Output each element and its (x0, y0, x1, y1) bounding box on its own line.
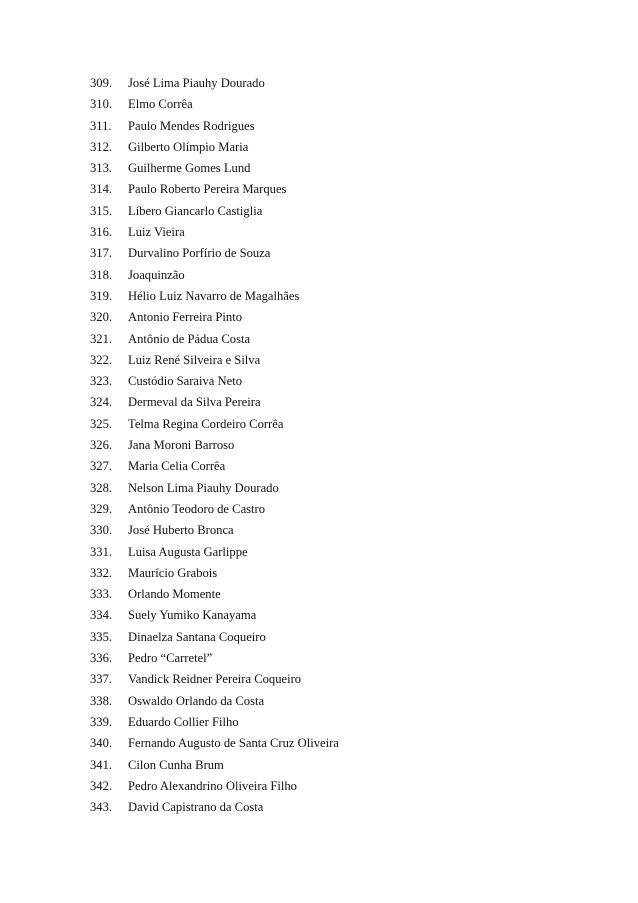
person-name: Fernando Augusto de Santa Cruz Oliveira (128, 736, 339, 751)
list-item (90, 329, 339, 350)
list-item (90, 456, 339, 477)
list-item (90, 520, 339, 541)
list-item (90, 179, 339, 200)
list-item (90, 286, 339, 307)
list-item (90, 478, 339, 499)
item-number: 341. (90, 757, 113, 772)
person-name: Cilon Cunha Brum (128, 757, 224, 772)
list-item (90, 222, 339, 243)
person-name: Guilherme Gomes Lund (128, 161, 251, 176)
item-number: 312. (90, 139, 113, 154)
item-number: 339. (90, 714, 113, 729)
person-name: Oswaldo Orlando da Costa (128, 693, 265, 708)
person-name: Luiz René Silveira e Silva (128, 352, 261, 367)
person-name: Antônio Teodoro de Castro (128, 501, 266, 516)
item-number: 336. (90, 651, 113, 666)
person-name: Vandick Reidner Pereira Coqueiro (128, 672, 302, 687)
list-item (90, 307, 339, 328)
item-number: 333. (90, 587, 113, 602)
item-number: 326. (90, 438, 113, 453)
person-name: David Capistrano da Costa (128, 800, 264, 815)
list-item (90, 627, 339, 648)
list-item (90, 584, 339, 605)
list-item (90, 201, 339, 222)
item-number: 316. (90, 225, 113, 240)
item-number: 331. (90, 544, 113, 559)
person-name: Antônio de Pádua Costa (128, 331, 251, 346)
person-name: Líbero Giancarlo Castiglia (128, 203, 263, 218)
list-item (90, 755, 339, 776)
person-name: Custódio Saraiva Neto (128, 374, 243, 389)
item-number: 322. (90, 352, 113, 367)
person-name: Paulo Roberto Pereira Marques (128, 182, 287, 197)
list-item (90, 392, 339, 413)
person-name: Gilberto Olímpio Maria (128, 139, 249, 154)
item-number: 343. (90, 800, 113, 815)
item-number: 330. (90, 523, 113, 538)
item-number: 311. (90, 118, 112, 133)
person-name: Orlando Momente (128, 587, 221, 602)
item-number: 328. (90, 480, 113, 495)
item-number: 323. (90, 374, 113, 389)
list-item (90, 733, 339, 754)
person-name: José Lima Piauhy Dourado (128, 76, 265, 90)
item-number: 313. (90, 161, 113, 176)
item-number: 325. (90, 416, 113, 431)
list-item (90, 563, 339, 584)
item-number: 314. (90, 182, 113, 197)
person-name: Jana Moroni Barroso (128, 438, 235, 453)
item-number: 315. (90, 203, 113, 218)
list-item (90, 542, 339, 563)
list-item (90, 712, 339, 733)
item-number: 319. (90, 288, 113, 303)
person-name: Maria Celia Corrêa (128, 459, 226, 474)
item-number: 332. (90, 565, 113, 580)
item-number: 340. (90, 736, 113, 751)
list-item (90, 116, 339, 137)
person-name: Telma Regina Cordeiro Corrêa (128, 416, 284, 431)
person-name: Eduardo Collier Filho (128, 714, 239, 729)
list-item (90, 243, 339, 264)
item-number: 335. (90, 629, 113, 644)
person-name: Luisa Augusta Garlippe (128, 544, 248, 559)
person-name: Luiz Vieira (128, 225, 185, 240)
item-number: 334. (90, 608, 113, 623)
item-number: 317. (90, 246, 113, 261)
list-item (90, 371, 339, 392)
person-name: Durvalino Porfírio de Souza (128, 246, 271, 261)
person-name: Nelson Lima Piauhy Dourado (128, 480, 279, 495)
item-number: 338. (90, 693, 113, 708)
list-item (90, 435, 339, 456)
list-item (90, 776, 339, 797)
list-item (90, 691, 339, 712)
numbered-name-list (90, 73, 339, 818)
list-item (90, 137, 339, 158)
item-number: 327. (90, 459, 113, 474)
item-number: 321. (90, 331, 113, 346)
item-number: 309. (90, 76, 113, 90)
person-name: Antonio Ferreira Pinto (128, 310, 243, 325)
person-name: Suely Yumiko Kanayama (128, 608, 257, 623)
item-number: 320. (90, 310, 113, 325)
list-item (90, 265, 339, 286)
person-name: Elmo Corrêa (128, 97, 193, 112)
person-name: Paulo Mendes Rodrigues (128, 118, 255, 133)
list-item (90, 605, 339, 626)
person-name: Hélio Luiz Navarro de Magalhães (128, 288, 300, 303)
list-item (90, 73, 339, 94)
item-number: 310. (90, 97, 113, 112)
person-name: Pedro “Carretel” (128, 651, 213, 666)
list-item (90, 158, 339, 179)
person-name: Dermeval da Silva Pereira (128, 395, 261, 410)
person-name: José Huberto Bronca (128, 523, 234, 538)
item-number: 324. (90, 395, 113, 410)
item-number: 329. (90, 501, 113, 516)
item-number: 342. (90, 778, 113, 793)
list-item (90, 669, 339, 690)
item-number: 337. (90, 672, 113, 687)
list-item (90, 414, 339, 435)
person-name: Joaquinzão (128, 267, 185, 282)
list-item (90, 350, 339, 371)
list-item (90, 797, 339, 818)
list-item (90, 499, 339, 520)
item-number: 318. (90, 267, 113, 282)
list-item (90, 94, 339, 115)
person-name: Pedro Alexandrino Oliveira Filho (128, 778, 297, 793)
person-name: Maurício Grabois (128, 565, 218, 580)
list-item (90, 648, 339, 669)
person-name: Dinaelza Santana Coqueiro (128, 629, 266, 644)
